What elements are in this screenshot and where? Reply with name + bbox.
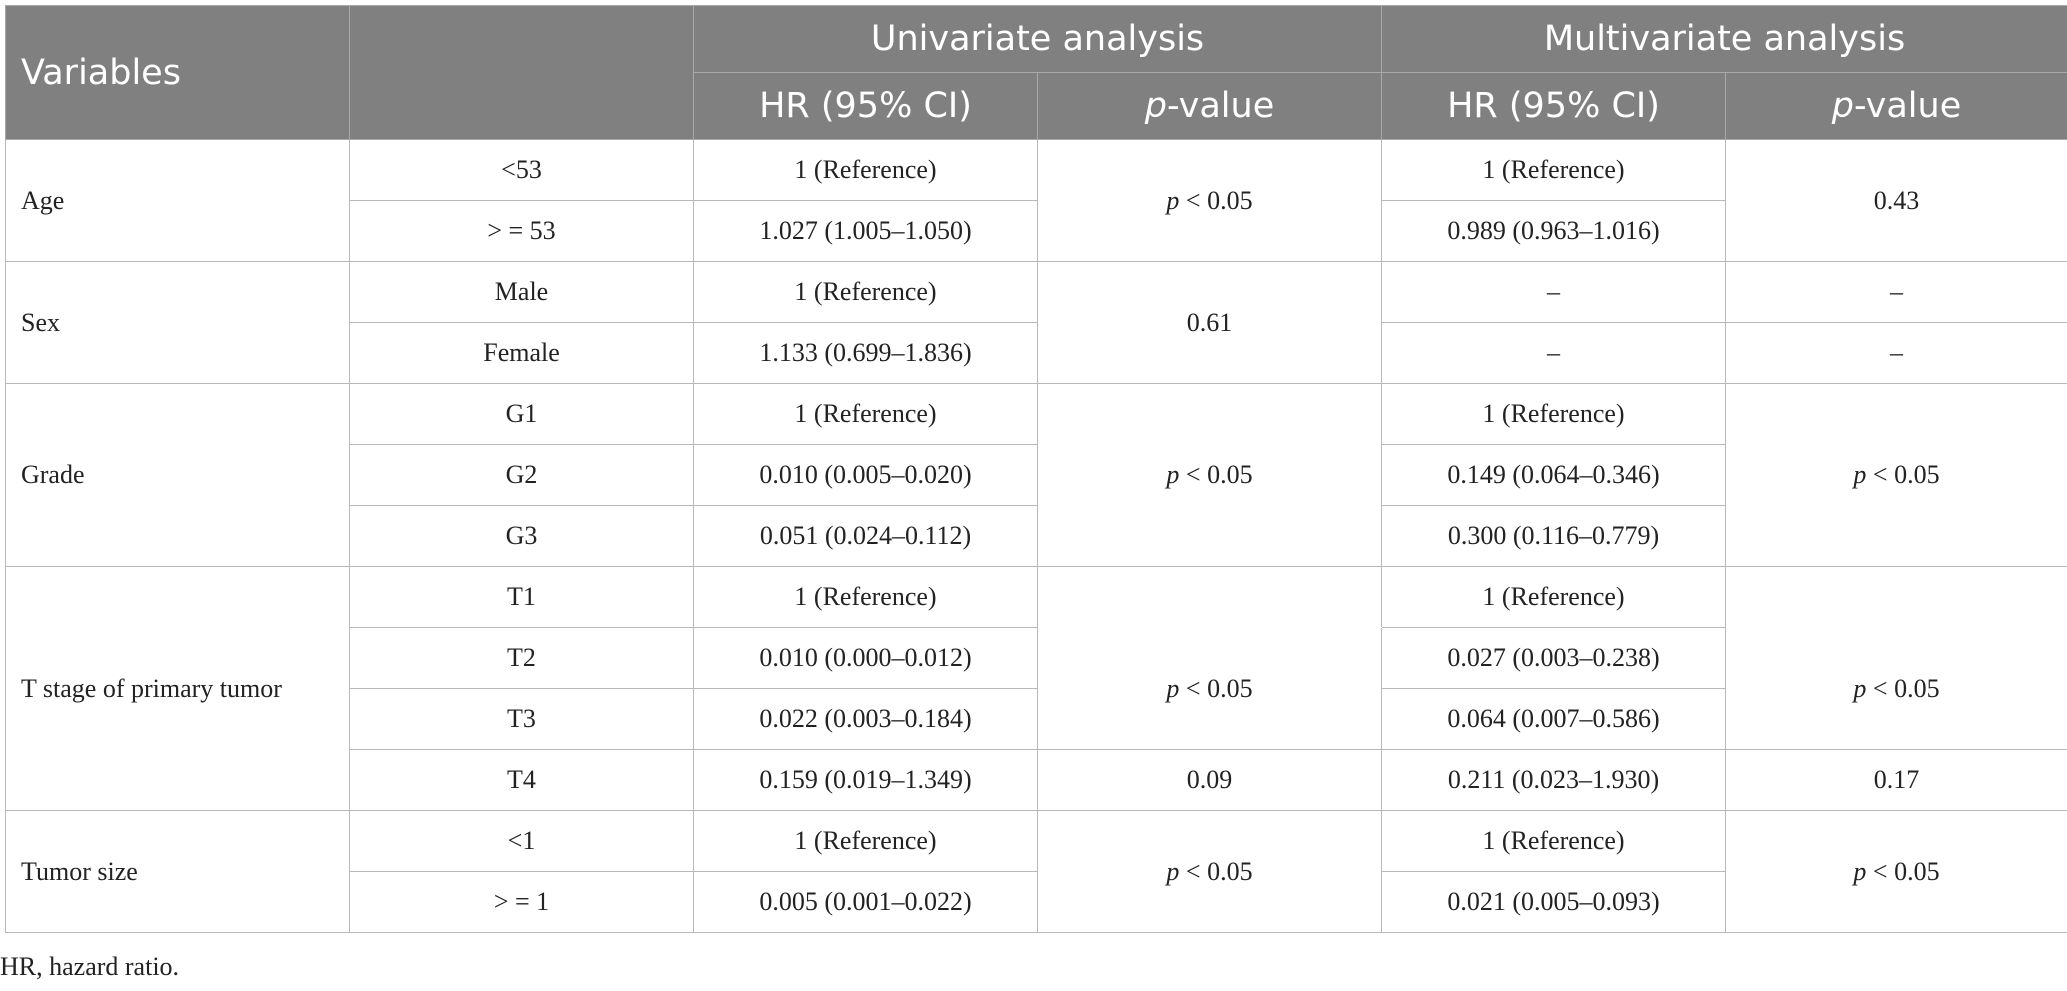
- uni-pvalue-cell: p < 0.05: [1038, 384, 1382, 567]
- header-subgroup-blank: [350, 6, 694, 140]
- variable-sex: Sex: [6, 262, 350, 384]
- multi-hr-cell: 0.149 (0.064–0.346): [1382, 445, 1726, 506]
- multi-hr-cell: –: [1382, 323, 1726, 384]
- multi-hr-cell: 0.027 (0.003–0.238): [1382, 628, 1726, 689]
- multi-hr-cell: 0.064 (0.007–0.586): [1382, 689, 1726, 750]
- variable-grade: Grade: [6, 384, 350, 567]
- table-row: [6, 140, 2067, 201]
- subgroup-cell: T3: [350, 689, 694, 750]
- uni-hr-cell: 1 (Reference): [694, 140, 1038, 201]
- uni-pvalue-cell: 0.61: [1038, 262, 1382, 384]
- header-uni-hr: HR (95% CI): [694, 73, 1038, 140]
- uni-hr-cell: 0.005 (0.001–0.022): [694, 872, 1038, 933]
- table-row: [6, 811, 2067, 872]
- subgroup-cell: <1: [350, 811, 694, 872]
- uni-hr-cell: 0.051 (0.024–0.112): [694, 506, 1038, 567]
- multi-hr-cell: 1 (Reference): [1382, 140, 1726, 201]
- header-multi-hr: HR (95% CI): [1382, 73, 1726, 140]
- multi-hr-cell: 0.211 (0.023–1.930): [1382, 750, 1726, 811]
- multi-pvalue-cell: 0.43: [1726, 140, 2067, 262]
- multi-hr-cell: 1 (Reference): [1382, 567, 1726, 628]
- header-multivariate: Multivariate analysis: [1382, 6, 2067, 73]
- subgroup-cell: T2: [350, 628, 694, 689]
- uni-hr-cell: 0.022 (0.003–0.184): [694, 689, 1038, 750]
- multi-hr-cell: 1 (Reference): [1382, 384, 1726, 445]
- multi-hr-cell: –: [1382, 262, 1726, 323]
- uni-hr-cell: 1 (Reference): [694, 384, 1038, 445]
- uni-pvalue-cell: 0.09: [1038, 750, 1382, 811]
- header-univariate: Univariate analysis: [694, 6, 1382, 73]
- subgroup-cell: G1: [350, 384, 694, 445]
- uni-hr-cell: 0.010 (0.000–0.012): [694, 628, 1038, 689]
- header-multi-pvalue: p-value: [1726, 73, 2067, 140]
- multi-hr-cell: 0.021 (0.005–0.093): [1382, 872, 1726, 933]
- subgroup-cell: > = 1: [350, 872, 694, 933]
- uni-hr-cell: 0.159 (0.019–1.349): [694, 750, 1038, 811]
- uni-pvalue-cell: p < 0.05: [1038, 628, 1382, 750]
- subgroup-cell: T4: [350, 750, 694, 811]
- multi-pvalue-cell: p < 0.05: [1726, 811, 2067, 933]
- table-row: [6, 262, 2067, 323]
- table-row: [6, 384, 2067, 445]
- multi-hr-cell: 0.989 (0.963–1.016): [1382, 201, 1726, 262]
- uni-hr-cell: 1.027 (1.005–1.050): [694, 201, 1038, 262]
- variable-t-stage: T stage of primary tumor: [6, 567, 350, 811]
- table-row: [6, 567, 2067, 628]
- header-uni-pvalue: p-value: [1038, 73, 1382, 140]
- uni-pvalue-cell: p < 0.05: [1038, 140, 1382, 262]
- multi-hr-cell: 1 (Reference): [1382, 811, 1726, 872]
- multi-pvalue-cell: p < 0.05: [1726, 384, 2067, 567]
- variable-tumor-size: Tumor size: [6, 811, 350, 933]
- uni-hr-cell: 1 (Reference): [694, 567, 1038, 628]
- multi-pvalue-cell: 0.17: [1726, 750, 2067, 811]
- multi-pvalue-cell: –: [1726, 262, 2067, 323]
- subgroup-cell: <53: [350, 140, 694, 201]
- uni-hr-cell: 1 (Reference): [694, 811, 1038, 872]
- subgroup-cell: T1: [350, 567, 694, 628]
- multi-pvalue-cell: –: [1726, 323, 2067, 384]
- multi-pvalue-blank: [1726, 567, 2067, 628]
- multi-hr-cell: 0.300 (0.116–0.779): [1382, 506, 1726, 567]
- uni-hr-cell: 0.010 (0.005–0.020): [694, 445, 1038, 506]
- header-variables: Variables: [6, 6, 350, 140]
- uni-hr-cell: 1.133 (0.699–1.836): [694, 323, 1038, 384]
- variable-age: Age: [6, 140, 350, 262]
- cox-regression-table: [5, 5, 2067, 933]
- subgroup-cell: Female: [350, 323, 694, 384]
- table-footnote: HR, hazard ratio.: [0, 952, 180, 981]
- subgroup-cell: Male: [350, 262, 694, 323]
- uni-pvalue-cell: p < 0.05: [1038, 811, 1382, 933]
- subgroup-cell: G2: [350, 445, 694, 506]
- multi-pvalue-cell: p < 0.05: [1726, 628, 2067, 750]
- subgroup-cell: > = 53: [350, 201, 694, 262]
- subgroup-cell: G3: [350, 506, 694, 567]
- uni-pvalue-blank: [1038, 567, 1382, 628]
- uni-hr-cell: 1 (Reference): [694, 262, 1038, 323]
